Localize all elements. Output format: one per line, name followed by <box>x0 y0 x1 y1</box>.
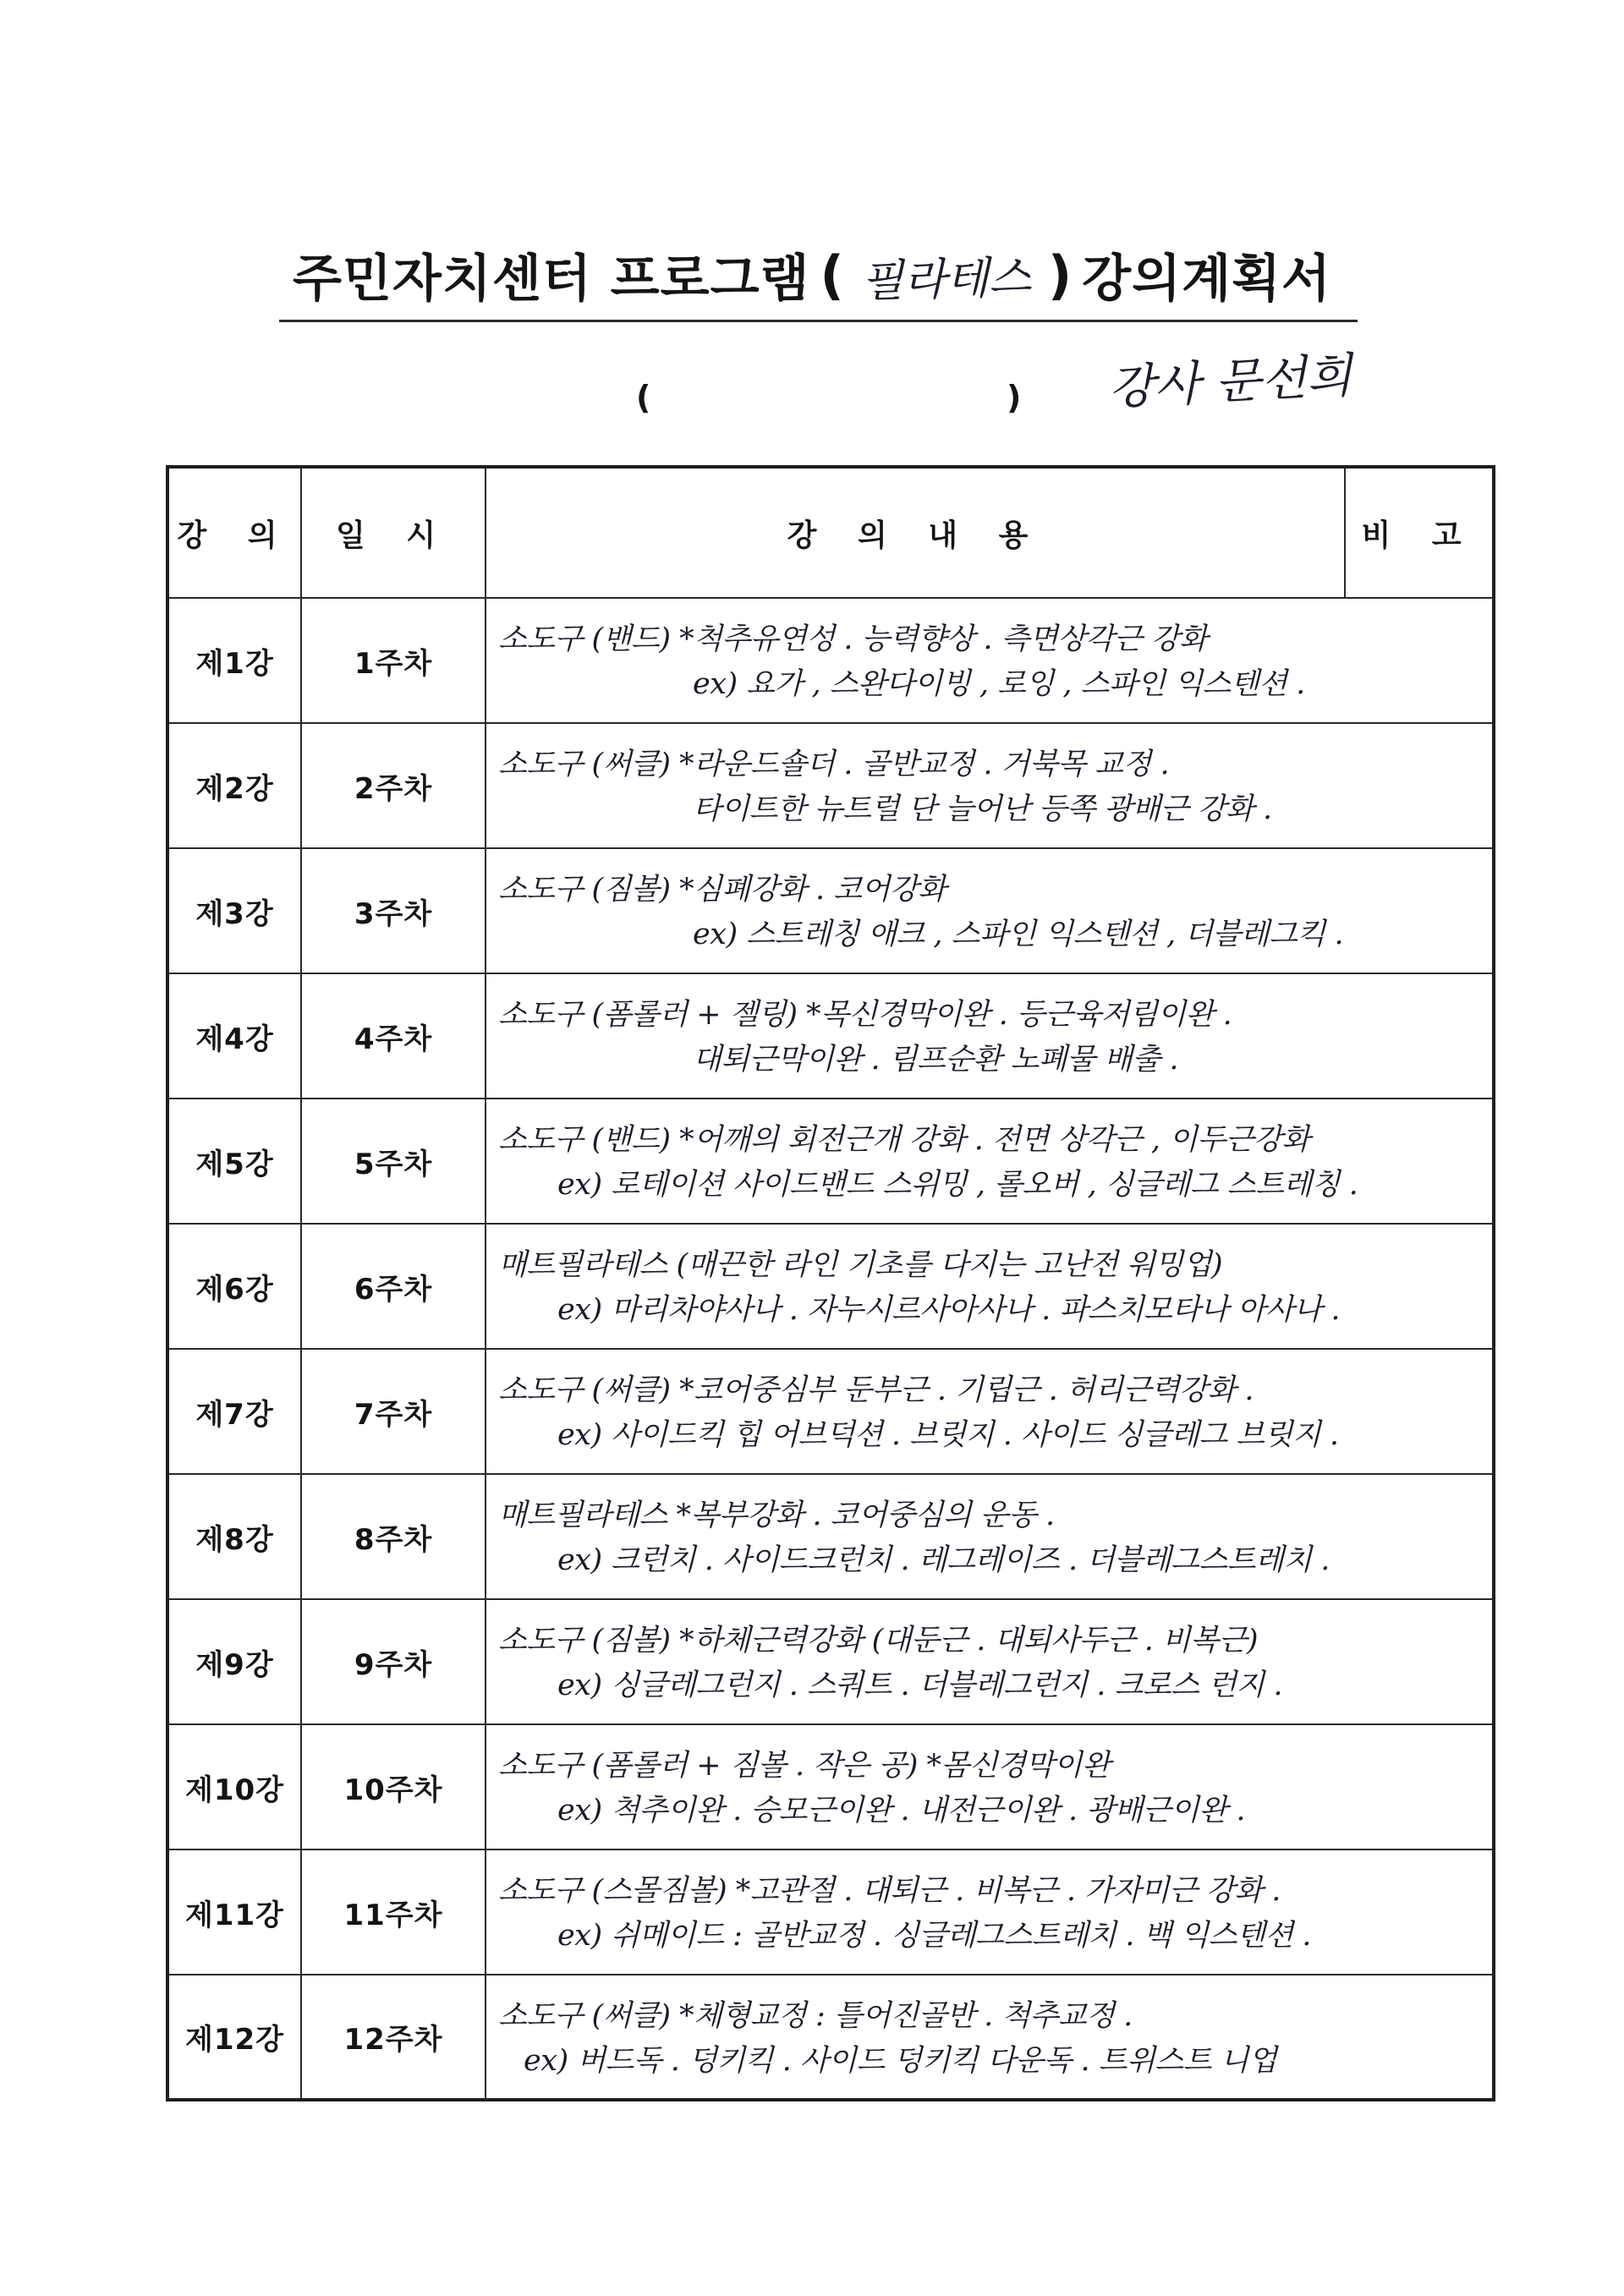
lecture-number: 제7강 <box>167 1349 301 1474</box>
lecture-content <box>486 1349 1494 1474</box>
content-line-1: 소도구 (폼롤러 + 짐볼 . 작은 공) *몸신경막이완 <box>498 1749 1111 1783</box>
lecture-number: 제5강 <box>167 1099 301 1224</box>
lecture-content <box>486 1849 1494 1975</box>
content-line-2: ex) 스트레칭 애크 , 스파인 익스텐션 , 더블레그킥 . <box>693 918 1344 951</box>
lecture-number: 제11강 <box>167 1849 301 1975</box>
table-row <box>167 1599 1494 1724</box>
content-line-1: 소도구 (짐볼) *심폐강화 . 코어강화 <box>498 873 946 907</box>
lecture-week: 10주차 <box>301 1724 486 1849</box>
lecture-content <box>486 1099 1494 1224</box>
header-lecture: 강 의 <box>167 467 301 598</box>
content-line-2: ex) 척추이완 . 승모근이완 . 내전근이완 . 광배근이완 . <box>557 1794 1246 1827</box>
content-line-1: 매트필라테스 (매끈한 라인 기초를 다지는 고난전 워밍업) <box>498 1248 1223 1282</box>
title-suffix: 강의계획서 <box>1082 249 1331 309</box>
lecture-number: 제10강 <box>167 1724 301 1849</box>
content-line-2: ex) 크런치 . 사이드크런치 . 레그레이즈 . 더블레그스트레치 . <box>557 1543 1330 1577</box>
content-line-2: ex) 요가 , 스완다이빙 , 로잉 , 스파인 익스텐션 . <box>693 667 1305 701</box>
subtitle-paren-close: ) <box>1007 379 1022 416</box>
lecture-plan-table <box>166 465 1495 2101</box>
title-paren-open: ( <box>820 244 844 306</box>
table-row <box>167 848 1494 973</box>
document-title <box>0 228 1624 321</box>
table-row <box>167 1849 1494 1975</box>
lecture-number: 제6강 <box>167 1224 301 1349</box>
table-row <box>167 598 1494 723</box>
table-row <box>167 723 1494 848</box>
lecture-week: 9주차 <box>301 1599 486 1724</box>
content-line-1: 소도구 (짐볼) *하체근력강화 (대둔근 . 대퇴사두근 . 비복근) <box>498 1624 1259 1658</box>
lecture-content <box>486 598 1494 723</box>
lecture-week: 6주차 <box>301 1224 486 1349</box>
lecture-week: 3주차 <box>301 848 486 973</box>
table-row <box>167 1975 1494 2100</box>
content-line-2: ex) 마리차야사나 . 자누시르사아사나 . 파스치모타나 아사나 . <box>557 1293 1340 1327</box>
content-line-1: 소도구 (폼롤러 + 젤링) *목신경막이완 . 등근육저림이완 . <box>498 998 1232 1032</box>
table-row <box>167 1224 1494 1349</box>
lecture-content <box>486 723 1494 848</box>
lecture-content <box>486 1474 1494 1599</box>
lecture-number: 제3강 <box>167 848 301 973</box>
lecture-number: 제8강 <box>167 1474 301 1599</box>
table-row <box>167 973 1494 1099</box>
lecture-content <box>486 1724 1494 1849</box>
content-line-1: 소도구 (밴드) *척추유연성 . 능력향상 . 측면상각근 강화 <box>498 622 1208 656</box>
lecture-content <box>486 973 1494 1099</box>
title-prefix: 주민자치센터 프로그램 <box>293 249 810 309</box>
lecture-week: 11주차 <box>301 1849 486 1975</box>
header-date: 일 시 <box>301 467 486 598</box>
title-underline <box>279 320 1358 322</box>
lecture-week: 5주차 <box>301 1099 486 1224</box>
title-handwritten-program: 필라테스 <box>860 251 1032 308</box>
content-line-2: ex) 버드독 . 덩키킥 . 사이드 덩키킥 다운독 . 트위스트 니업 <box>524 2043 1277 2078</box>
subtitle-paren-open: ( <box>636 379 651 416</box>
header-remarks: 비 고 <box>1345 467 1494 598</box>
table-row <box>167 1474 1494 1599</box>
content-line-2: 타이트한 뉴트럴 단 늘어난 등쪽 광배근 강화 . <box>693 792 1272 826</box>
content-line-1: 소도구 (써클) *코어중심부 둔부근 . 기립근 . 허리근력강화 . <box>498 1373 1254 1407</box>
content-line-1: 소도구 (밴드) *어깨의 회전근개 강화 . 전면 상각근 , 이두근강화 <box>498 1123 1310 1157</box>
lecture-number: 제1강 <box>167 598 301 723</box>
lecture-content <box>486 1224 1494 1349</box>
table-row <box>167 1349 1494 1474</box>
lecture-content <box>486 1975 1494 2100</box>
lecture-week: 8주차 <box>301 1474 486 1599</box>
lecture-number: 제12강 <box>167 1975 301 2100</box>
content-line-2: ex) 싱글레그런지 . 스쿼트 . 더블레그런지 . 크로스 런지 . <box>557 1669 1282 1702</box>
content-line-2: ex) 로테이션 사이드밴드 스위밍 , 롤오버 , 싱글레그 스트레칭 . <box>557 1168 1358 1202</box>
lecture-week: 12주차 <box>301 1975 486 2100</box>
lecture-content <box>486 848 1494 973</box>
content-line-1: 소도구 (써클) *체형교정 : 틀어진골반 . 척추교정 . <box>498 1998 1133 2033</box>
lecture-number: 제9강 <box>167 1599 301 1724</box>
table-row <box>167 1099 1494 1224</box>
lecture-week: 7주차 <box>301 1349 486 1474</box>
lecture-content <box>486 1599 1494 1724</box>
header-content: 강 의 내 용 <box>486 467 1345 598</box>
lecture-number: 제2강 <box>167 723 301 848</box>
table-header-row <box>167 467 1494 598</box>
content-line-1: 소도구 (써클) *라운드숄더 . 골반교정 . 거북목 교정 . <box>498 748 1170 781</box>
title-paren-close: ) <box>1047 244 1073 306</box>
lecture-week: 2주차 <box>301 723 486 848</box>
content-line-1: 소도구 (스몰짐볼) *고관절 . 대퇴근 . 비복근 . 가자미근 강화 . <box>498 1874 1281 1908</box>
lecture-week: 1주차 <box>301 598 486 723</box>
content-line-2: 대퇴근막이완 . 림프순환 노폐물 배출 . <box>693 1043 1179 1077</box>
lecture-number: 제4강 <box>167 973 301 1099</box>
lecture-week: 4주차 <box>301 973 486 1099</box>
instructor-handwritten: 강사 문선희 <box>1107 348 1354 416</box>
table-row <box>167 1724 1494 1849</box>
content-line-2: ex) 사이드킥 힙 어브덕션 . 브릿지 . 사이드 싱글레그 브릿지 . <box>557 1418 1339 1452</box>
content-line-1: 매트필라테스 *복부강화 . 코어중심의 운동 . <box>498 1499 1055 1532</box>
content-line-2: ex) 쉬메이드 : 골반교정 . 싱글레그스트레치 . 백 익스텐션 . <box>557 1919 1311 1953</box>
